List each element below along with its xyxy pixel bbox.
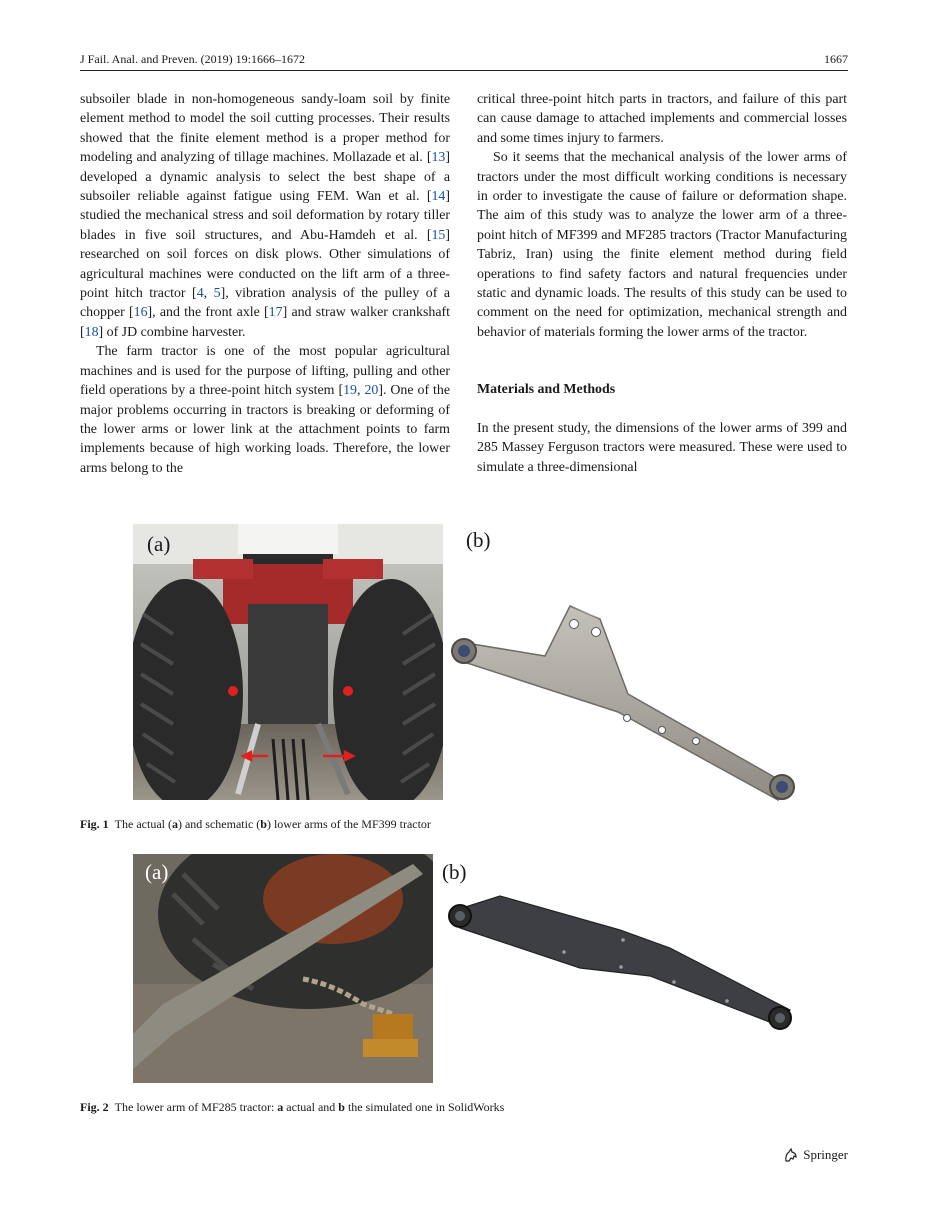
citation-link[interactable]: 20 xyxy=(364,383,379,399)
paragraph: In the present study, the dimensions of the lower arms of 399 and 285 Massey Ferguson tractors were measured. These were used to simulate a three-dimensional xyxy=(477,420,847,475)
springer-horse-icon xyxy=(783,1147,799,1163)
paragraph: So it seems that the mechanical analysis of the lower arms of tractors under the most difficult working conditions is necessary in order to investigate the cause of failure or deformation shape. The aim of this study was to analyze the lower arm of a three-point hitch of MF399 and MF285 tractors (Tractor Manufacturing Tabriz, Iran) using the finite element method during field operations to find safety factors and natural frequencies under static and dynamic loads. The results of this study can be used to comment on the need for optimization, mechanical strength and behavior of materials forming the lower arms of the tractor. xyxy=(477,150,847,340)
lower-arm-cad-model xyxy=(440,858,800,1038)
citation-link[interactable]: 18 xyxy=(84,324,99,340)
figure-caption: Fig. 1 The actual (a) and schematic (b) lower arms of the MF399 tractor xyxy=(80,817,431,831)
paragraph: The farm tractor is one of the most popular agricultural machines and is used for the purpose of lifting, pulling and other field operations by a three-point hitch system [19, 20]. One of the major problems occurring in tractors is breaking or deforming of the lower arms or lower link at the attachment points to farm implements because of high working loads. Therefore, the lower arms belong to the xyxy=(80,344,451,476)
publisher-name: Springer xyxy=(803,1147,848,1162)
panel-label-b: (b) xyxy=(466,528,491,552)
citation-link[interactable]: 16 xyxy=(133,305,148,321)
fig2-photo xyxy=(133,854,433,1083)
panel-label-a: (a) xyxy=(145,860,169,884)
page-number: 1667 xyxy=(824,52,848,66)
left-column xyxy=(80,90,450,478)
fig2-simulated xyxy=(440,858,800,1038)
citation-link[interactable]: 15 xyxy=(431,227,446,243)
journal-citation: J Fail. Anal. and Preven. (2019) 19:1666–1672 xyxy=(80,52,305,66)
panel-label-b: (b) xyxy=(442,860,467,884)
citation-link[interactable]: 19 xyxy=(343,383,357,399)
right-column xyxy=(477,90,847,477)
citation-link[interactable]: 17 xyxy=(268,305,283,321)
citation-link[interactable]: 13 xyxy=(431,150,446,166)
publisher-footer xyxy=(783,1147,848,1163)
tractor-rear-photo xyxy=(133,524,443,800)
lower-arm-photo xyxy=(133,854,433,1083)
lower-arm-cad-model xyxy=(450,524,800,804)
fig1-schematic xyxy=(450,524,800,804)
paragraph: subsoiler blade in non-homogeneous sandy-loam soil by finite element method to model the soil cutting processes. Their results showed that the finite element method is a proper method for modeling and analyzing of tillage machines. Mollazade et al. [13] developed a dynamic analysis to select the best shape of a subsoiler reliable against fatigue using FEM. Wan et al. [14] studied the mechanical stress and soil deformation by rotary tiller blades in five soil structures, and Abu-Hamdeh et al. [15] researched on soil forces on disk plows. Other simulations of agricultural machines were conducted on the lift arm of a three-point hitch tractor [4, 5], vibration analysis of the pulley of a chopper [16], and the front axle [17] and straw walker crankshaft [18] of JD combine harvester. xyxy=(80,92,450,340)
paragraph: critical three-point hitch parts in tractors, and failure of this part can cause damage to attached implements and commercial losses and some times injury to farmers. xyxy=(477,92,847,146)
citation-link[interactable]: 4 xyxy=(196,286,204,302)
panel-label-a: (a) xyxy=(147,532,171,556)
citation-link[interactable]: 14 xyxy=(431,189,446,205)
section-heading: Materials and Methods xyxy=(477,382,616,398)
figure-caption: Fig. 2 The lower arm of MF285 tractor: a actual and b the simulated one in SolidWorks xyxy=(80,1100,505,1114)
citation-link[interactable]: 5 xyxy=(213,286,221,302)
running-header xyxy=(80,52,848,71)
fig1-photo xyxy=(133,524,443,800)
